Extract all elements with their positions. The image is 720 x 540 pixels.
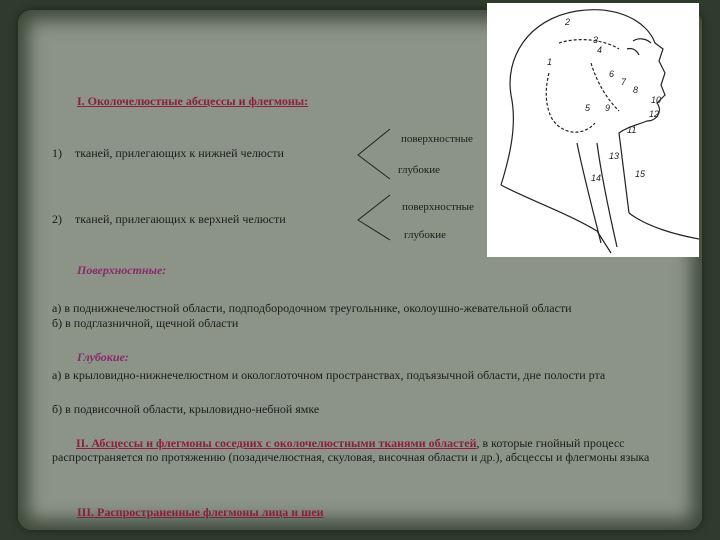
heading-2-rest: , в которые гнойный процесс распространяется по протяжению (позадичелюстная, скуловая, височная области и др.), абсцессы и флегмоны языка [52,436,650,464]
item-1-upper: поверхностные [401,133,473,145]
diagram-label-2: 2 [565,17,571,27]
diagram-label-13: 13 [609,151,620,161]
brow-line [633,39,651,43]
diagram-label-4: 4 [597,45,603,55]
diagram-label-7: 7 [621,77,627,87]
muscle-line-2 [577,143,601,243]
heading-1: I. Околочелюстные абсцессы и флегмоны: [77,94,309,108]
diagram-label-5: 5 [585,103,591,113]
item-1-lower: глубокие [398,164,441,176]
branch-2-line [358,195,390,240]
region-boundary-2 [559,40,619,49]
head-outline [501,10,665,213]
heading-2-paragraph [52,436,700,464]
head-neck-drawing [487,3,699,257]
superficial-a: а) в поднижнечелюстной области, подподбородочном треугольнике, околоушно-жевательной области [52,301,572,315]
item-1-number: 1) [52,146,62,160]
superficial-title: Поверхностные: [77,263,167,277]
deep-a: а) в крыловидно-нижнечелюстном и окологлоточном пространствах, подъязычной области, дне полости рта [52,368,606,382]
deep-title: Глубокие: [77,350,129,364]
item-2-lower: глубокие [404,229,447,241]
diagram-label-3: 3 [593,35,599,45]
item-1-text: тканей, прилегающих к нижней челюсти [75,146,284,160]
item-2-upper: поверхностные [402,201,474,213]
diagram-label-15: 15 [635,169,646,179]
eye-line [627,48,639,55]
heading-3: III. Распространенные флегмоны лица и шеи [77,505,324,519]
diagram-label-14: 14 [591,173,602,183]
superficial-b: б) в подглазничной, щечной области [52,316,239,330]
heading-2-title: II. Абсцессы и флегмоны соседних с околочелюстными тканями областей [76,436,477,450]
anatomy-diagram [487,3,699,257]
diagram-label-10: 10 [651,95,662,105]
branch-1-line [358,129,390,179]
item-2-number: 2) [52,212,62,226]
diagram-label-9: 9 [605,103,611,113]
diagram-label-1: 1 [547,57,553,67]
item-2-text: тканей, прилегающих к верхней челюсти [75,212,286,226]
diagram-label-11: 11 [627,125,637,135]
diagram-label-8: 8 [633,85,639,95]
chest-line [629,213,699,239]
deep-b: б) в подвисочной области, крыловидно-небной ямке [52,402,320,416]
diagram-label-12: 12 [649,109,660,119]
diagram-label-6: 6 [609,69,615,79]
